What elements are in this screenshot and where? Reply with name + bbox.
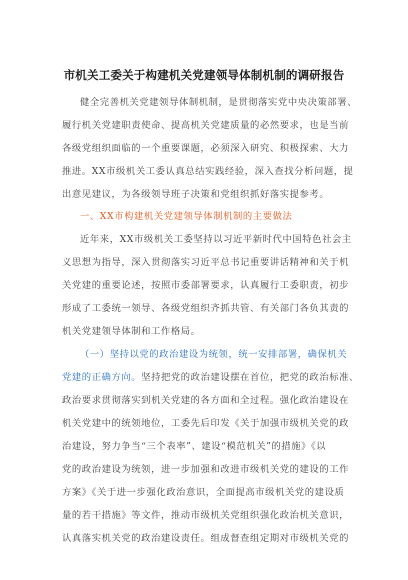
paragraph-line: 量的若干措施》等文件，推动市级机关党组织强化政治机关意识， bbox=[62, 510, 350, 521]
paragraph-line: 机关党建中的统领地位，工委先后印发《关于加强市级机关党的政 bbox=[62, 418, 350, 429]
paragraph-line: 履行机关党建职责使命、提高机关党建质量的必然要求，也是当前 bbox=[62, 120, 350, 131]
paragraph-line: 机关党建领导体制和工作格局。 bbox=[62, 326, 201, 337]
paragraph-line: 认真落实机关党的政治建设责任。组成督查组定期对市级机关党的 bbox=[62, 533, 350, 544]
paragraph-line: 各级党组织面临的一个重要课题，必须深入研究、积极探索、大力 bbox=[62, 143, 350, 154]
subsection-heading: （一）坚持以党的政治建设为统领，统一安排部署，确保机关 bbox=[80, 349, 348, 360]
section-heading: 一、XX市构建机关党建领导体制机制的主要做法 bbox=[80, 211, 293, 222]
subsection-heading-cont: 党建的正确方向。 bbox=[62, 372, 142, 383]
paragraph-line: 党的政治建设为统领，进一步加强和改进市级机关党的建设的工作 bbox=[62, 464, 350, 475]
paragraph-line: 出意见建议，为各级领导班子决策和党组织抓好落实提参考。 bbox=[62, 189, 330, 200]
paragraph-line: 健全完善机关党建领导体制机制，是贯彻落实党中央决策部署、 bbox=[80, 97, 358, 108]
paragraph-line: 近年来，XX市级机关工委坚持以习近平新时代中国特色社会主 bbox=[80, 234, 352, 245]
paragraph-line: 政治要求贯彻落实到机关党建的各方面和全过程。强化政治建设在 bbox=[62, 395, 350, 406]
paragraph-line bbox=[62, 372, 359, 384]
paragraph-line: 关党建的重要论述，按照市委部署要求，认真履行工委职责，初步 bbox=[62, 280, 350, 291]
document-title: 市机关工委关于构建机关党建领导体制机制的调研报告 bbox=[63, 68, 345, 82]
paragraph-line: 治建设，努力争当“三个表率”、建设“模范机关”的措施》《以 bbox=[62, 441, 327, 452]
paragraph-text: 坚持把党的政治建设摆在首位，把党的政治标准、 bbox=[141, 372, 359, 383]
paragraph-line: 推进。XX市级机关工委认真总结实践经验，深入查找分析问题，提 bbox=[62, 166, 354, 177]
paragraph-line: 义思想为指导，深入贯彻落实习近平总书记重要讲话精神和关于机 bbox=[62, 257, 350, 268]
paragraph-line: 形成了工委统一领导、各级党组织齐抓共管、有关部门各负其责的 bbox=[62, 303, 350, 314]
paragraph-line: 方案》《关于进一步强化政治意识，全面提高市级机关党的建设质 bbox=[62, 487, 345, 498]
